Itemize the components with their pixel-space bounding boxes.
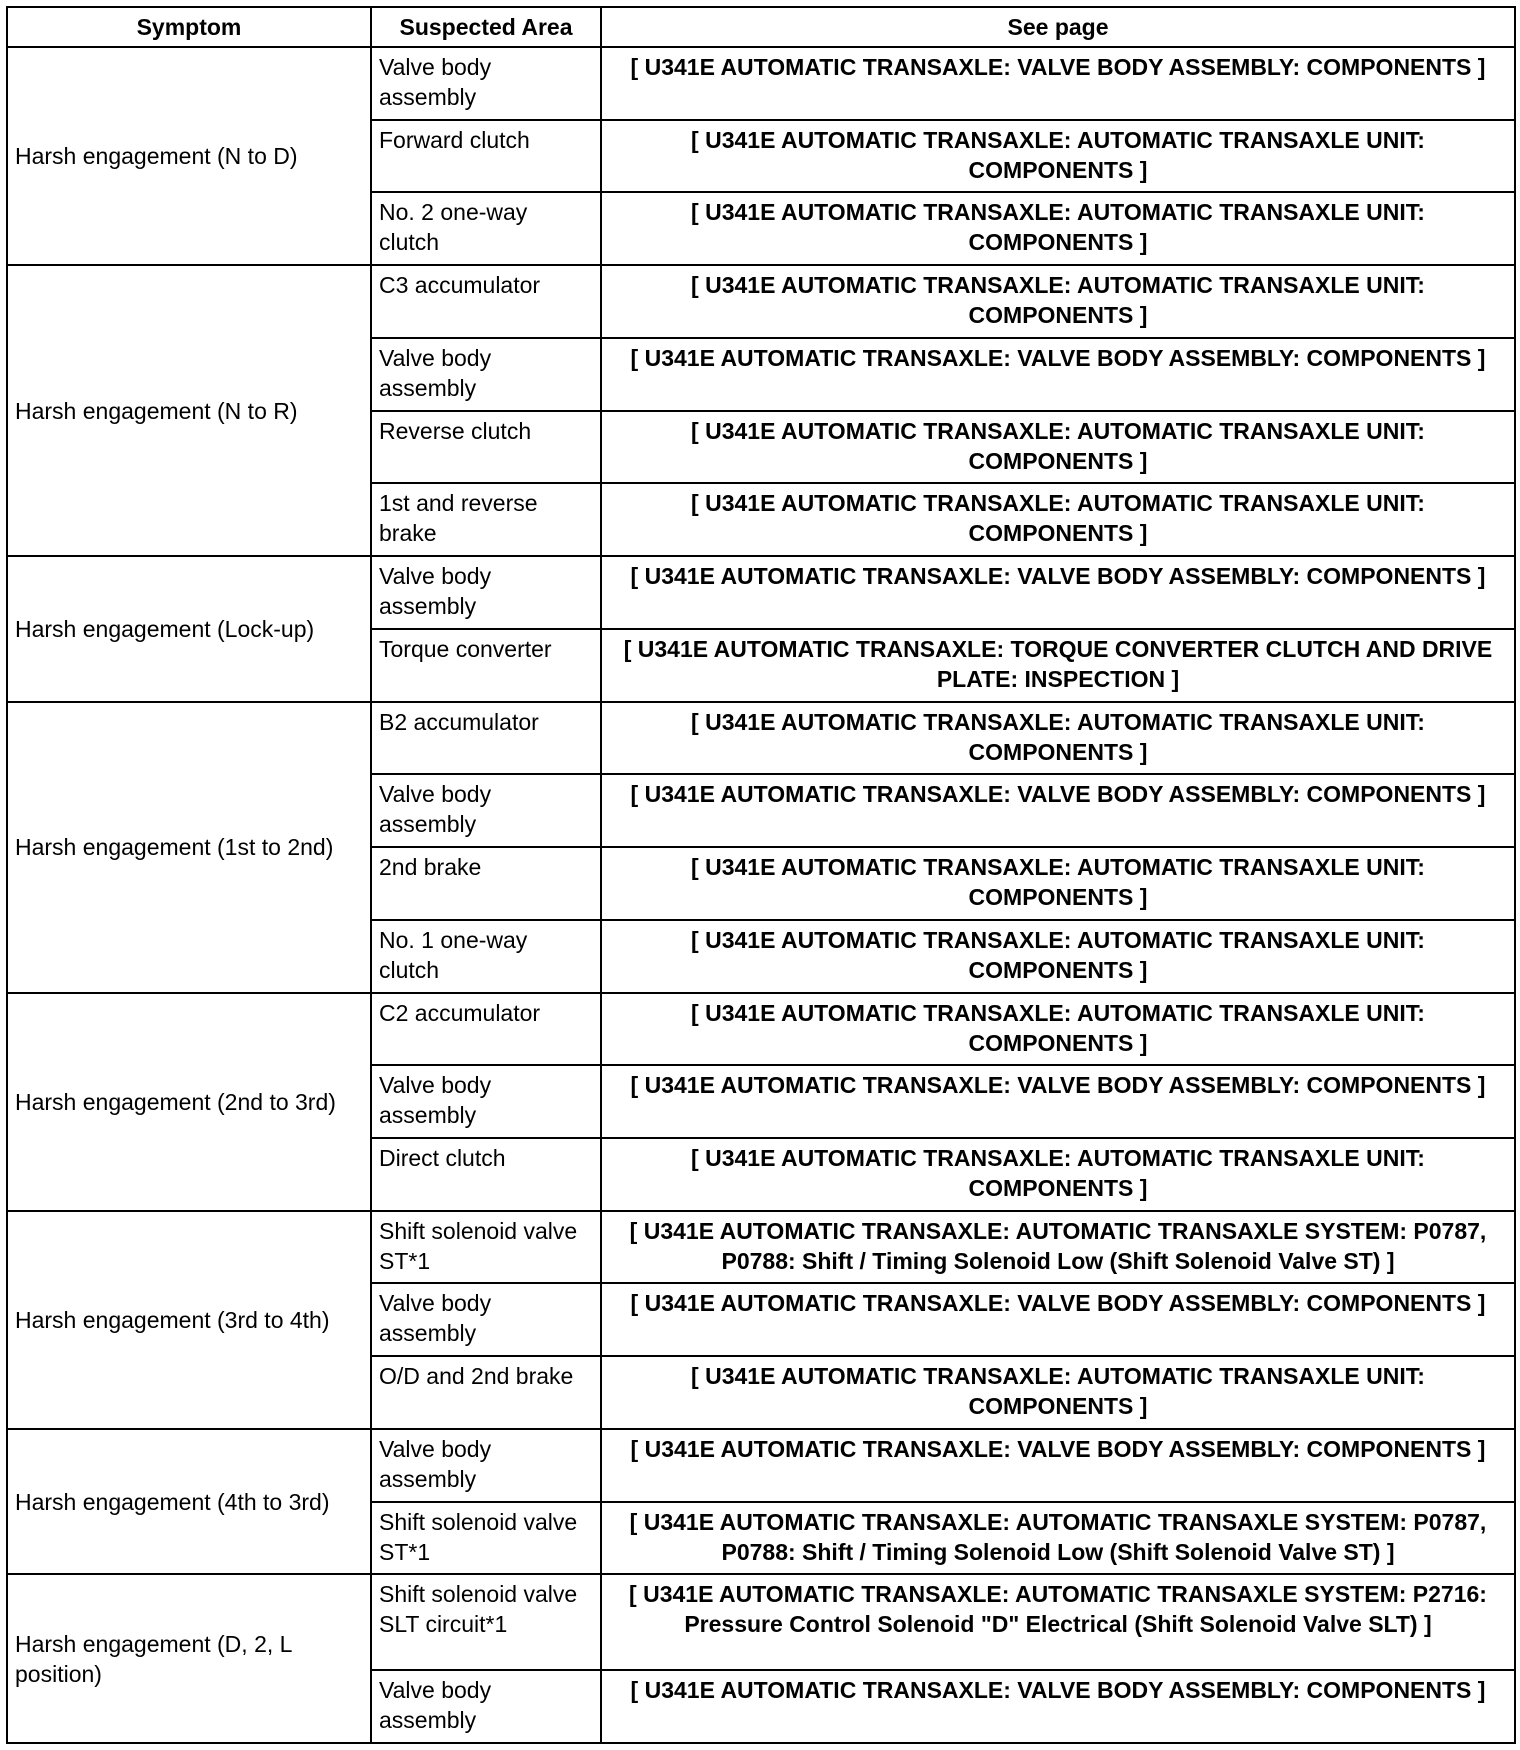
suspected-area-cell: No. 2 one-way clutch: [371, 192, 601, 265]
suspected-area-cell: Forward clutch: [371, 120, 601, 193]
suspected-area-cell: No. 1 one-way clutch: [371, 920, 601, 993]
see-page-cell: [ U341E AUTOMATIC TRANSAXLE: VALVE BODY ASSEMBLY: COMPONENTS ]: [601, 1283, 1515, 1356]
symptom-cell: Harsh engagement (Lock-up): [7, 556, 371, 701]
see-page-cell: [ U341E AUTOMATIC TRANSAXLE: AUTOMATIC TRANSAXLE UNIT: COMPONENTS ]: [601, 1356, 1515, 1429]
suspected-area-cell: Valve body assembly: [371, 1065, 601, 1138]
suspected-area-cell: C2 accumulator: [371, 993, 601, 1066]
suspected-area-cell: Valve body assembly: [371, 1283, 601, 1356]
table-row: [7, 1574, 1515, 1670]
suspected-area-cell: Shift solenoid valve ST*1: [371, 1211, 601, 1284]
see-page-cell: [ U341E AUTOMATIC TRANSAXLE: AUTOMATIC TRANSAXLE UNIT: COMPONENTS ]: [601, 920, 1515, 993]
see-page-cell: [ U341E AUTOMATIC TRANSAXLE: AUTOMATIC TRANSAXLE SYSTEM: P2716: Pressure Control Solenoid "D" Electrical (Shift Solenoid Valve SLT) ]: [601, 1574, 1515, 1670]
suspected-area-cell: Valve body assembly: [371, 556, 601, 629]
suspected-area-cell: O/D and 2nd brake: [371, 1356, 601, 1429]
see-page-cell: [ U341E AUTOMATIC TRANSAXLE: VALVE BODY ASSEMBLY: COMPONENTS ]: [601, 1429, 1515, 1502]
see-page-cell: [ U341E AUTOMATIC TRANSAXLE: AUTOMATIC TRANSAXLE UNIT: COMPONENTS ]: [601, 847, 1515, 920]
suspected-area-cell: Direct clutch: [371, 1138, 601, 1211]
table-row: [7, 1211, 1515, 1284]
see-page-cell: [ U341E AUTOMATIC TRANSAXLE: VALVE BODY ASSEMBLY: COMPONENTS ]: [601, 556, 1515, 629]
table-row: [7, 993, 1515, 1066]
symptom-cell: Harsh engagement (1st to 2nd): [7, 702, 371, 993]
header-suspected-area: Suspected Area: [371, 7, 601, 47]
table-row: [7, 265, 1515, 338]
see-page-cell: [ U341E AUTOMATIC TRANSAXLE: VALVE BODY ASSEMBLY: COMPONENTS ]: [601, 1065, 1515, 1138]
table-header: [7, 7, 1515, 47]
table-row: [7, 47, 1515, 120]
suspected-area-cell: Valve body assembly: [371, 774, 601, 847]
symptom-cell: Harsh engagement (N to R): [7, 265, 371, 556]
suspected-area-cell: C3 accumulator: [371, 265, 601, 338]
table-body: [7, 47, 1515, 1743]
see-page-cell: [ U341E AUTOMATIC TRANSAXLE: AUTOMATIC TRANSAXLE UNIT: COMPONENTS ]: [601, 265, 1515, 338]
table-row: [7, 1429, 1515, 1502]
see-page-cell: [ U341E AUTOMATIC TRANSAXLE: AUTOMATIC TRANSAXLE UNIT: COMPONENTS ]: [601, 702, 1515, 775]
see-page-cell: [ U341E AUTOMATIC TRANSAXLE: AUTOMATIC TRANSAXLE SYSTEM: P0787, P0788: Shift / Timing Solenoid Low (Shift Solenoid Valve ST) ]: [601, 1502, 1515, 1575]
symptom-cell: Harsh engagement (3rd to 4th): [7, 1211, 371, 1429]
symptom-cell: Harsh engagement (4th to 3rd): [7, 1429, 371, 1574]
see-page-cell: [ U341E AUTOMATIC TRANSAXLE: AUTOMATIC TRANSAXLE UNIT: COMPONENTS ]: [601, 1138, 1515, 1211]
suspected-area-cell: Valve body assembly: [371, 1429, 601, 1502]
suspected-area-cell: 2nd brake: [371, 847, 601, 920]
see-page-cell: [ U341E AUTOMATIC TRANSAXLE: VALVE BODY ASSEMBLY: COMPONENTS ]: [601, 1670, 1515, 1743]
symptom-cell: Harsh engagement (D, 2, L position): [7, 1574, 371, 1743]
see-page-cell: [ U341E AUTOMATIC TRANSAXLE: AUTOMATIC TRANSAXLE UNIT: COMPONENTS ]: [601, 120, 1515, 193]
suspected-area-cell: Torque converter: [371, 629, 601, 702]
see-page-cell: [ U341E AUTOMATIC TRANSAXLE: AUTOMATIC TRANSAXLE UNIT: COMPONENTS ]: [601, 192, 1515, 265]
symptom-cell: Harsh engagement (N to D): [7, 47, 371, 265]
suspected-area-cell: Valve body assembly: [371, 47, 601, 120]
see-page-cell: [ U341E AUTOMATIC TRANSAXLE: VALVE BODY ASSEMBLY: COMPONENTS ]: [601, 774, 1515, 847]
suspected-area-cell: B2 accumulator: [371, 702, 601, 775]
suspected-area-cell: 1st and reverse brake: [371, 483, 601, 556]
table-row: [7, 702, 1515, 775]
suspected-area-cell: Shift solenoid valve ST*1: [371, 1502, 601, 1575]
header-see-page: See page: [601, 7, 1515, 47]
see-page-cell: [ U341E AUTOMATIC TRANSAXLE: AUTOMATIC TRANSAXLE UNIT: COMPONENTS ]: [601, 993, 1515, 1066]
symptom-cell: Harsh engagement (2nd to 3rd): [7, 993, 371, 1211]
table-row: [7, 556, 1515, 629]
symptom-table: [6, 6, 1516, 1744]
suspected-area-cell: Shift solenoid valve SLT circuit*1: [371, 1574, 601, 1670]
see-page-cell: [ U341E AUTOMATIC TRANSAXLE: AUTOMATIC TRANSAXLE SYSTEM: P0787, P0788: Shift / Timing Solenoid Low (Shift Solenoid Valve ST) ]: [601, 1211, 1515, 1284]
suspected-area-cell: Valve body assembly: [371, 338, 601, 411]
suspected-area-cell: Valve body assembly: [371, 1670, 601, 1743]
header-row: [7, 7, 1515, 47]
see-page-cell: [ U341E AUTOMATIC TRANSAXLE: AUTOMATIC TRANSAXLE UNIT: COMPONENTS ]: [601, 411, 1515, 484]
header-symptom: Symptom: [7, 7, 371, 47]
see-page-cell: [ U341E AUTOMATIC TRANSAXLE: AUTOMATIC TRANSAXLE UNIT: COMPONENTS ]: [601, 483, 1515, 556]
see-page-cell: [ U341E AUTOMATIC TRANSAXLE: TORQUE CONVERTER CLUTCH AND DRIVE PLATE: INSPECTION ]: [601, 629, 1515, 702]
suspected-area-cell: Reverse clutch: [371, 411, 601, 484]
see-page-cell: [ U341E AUTOMATIC TRANSAXLE: VALVE BODY ASSEMBLY: COMPONENTS ]: [601, 338, 1515, 411]
see-page-cell: [ U341E AUTOMATIC TRANSAXLE: VALVE BODY ASSEMBLY: COMPONENTS ]: [601, 47, 1515, 120]
